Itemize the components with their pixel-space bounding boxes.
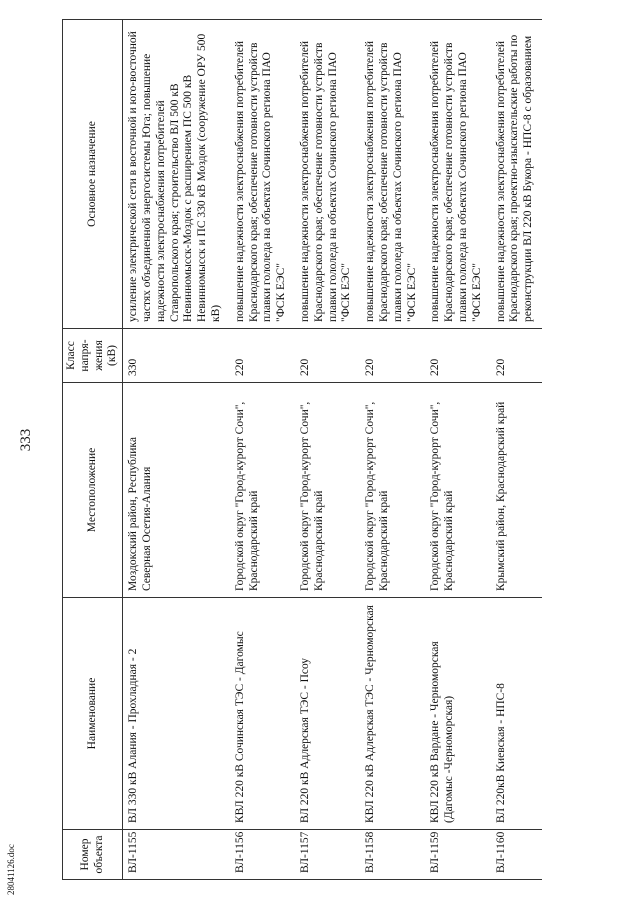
object-voltage: 220: [295, 329, 360, 383]
page-number: 333: [18, 428, 34, 452]
header-name: Наименование: [63, 598, 123, 830]
table-row: [295, 20, 360, 880]
table-header-row: [63, 20, 123, 880]
object-purpose: усиление электрической сети в восточной и юго-восточной частях объединенной энергосистемы Юга; повышение надежности электроснабжения потребителей Ставропольского края; строительство ВЛ 500 кВ Невинномысск-Моздок с расширением ПС 500 кВ Невинномысск и ПС 330 кВ Моздок (сооружение ОРУ 500 кВ): [123, 20, 230, 329]
object-voltage: 220: [491, 329, 542, 383]
object-purpose: повышение надежности электроснабжения потребителей Краснодарского края; обеспечение готовности устройств плавки гололеда на объектах Сочинского региона ПАО "ФСК ЕЭС": [295, 20, 360, 329]
object-name: ВЛ 220кВ Киевская - НПС-8: [491, 598, 542, 830]
object-purpose: повышение надежности электроснабжения потребителей Краснодарского края; обеспечение готовности устройств плавки гололеда на объектах Сочинского региона ПАО "ФСК ЕЭС": [425, 20, 490, 329]
table-row: [230, 20, 295, 880]
object-name: КВЛ 220 кВ Сочинская ТЭС - Дагомыс: [230, 598, 295, 830]
header-location: Местоположение: [63, 383, 123, 598]
table-row: [491, 20, 542, 880]
header-voltage: Класс напря-жения (кВ): [63, 329, 123, 383]
object-id: ВЛ-1158: [360, 830, 425, 880]
object-purpose: повышение надежности электроснабжения потребителей Краснодарского края; обеспечение готовности устройств плавки гололеда на объектах Сочинского региона ПАО "ФСК ЕЭС": [360, 20, 425, 329]
object-name: КВЛ 220 кВ Адлерская ТЭС - Черноморская: [360, 598, 425, 830]
object-location: Моздокский район, Республика Северная Осетия-Алания: [123, 383, 230, 598]
object-voltage: 220: [230, 329, 295, 383]
object-location: Городской округ "Город-курорт Сочи", Краснодарский край: [295, 383, 360, 598]
object-location: Городской округ "Город-курорт Сочи", Краснодарский край: [360, 383, 425, 598]
object-name: ВЛ 330 кВ Алания - Прохладная - 2: [123, 598, 230, 830]
object-name: ВЛ 220 кВ Адлерская ТЭС - Псоу: [295, 598, 360, 830]
object-voltage: 220: [425, 329, 490, 383]
object-purpose: повышение надежности электроснабжения потребителей Краснодарского края; обеспечение готовности устройств плавки гололеда на объектах Сочинского региона ПАО "ФСК ЕЭС": [230, 20, 295, 329]
header-purpose: Основное назначение: [63, 20, 123, 329]
object-voltage: 220: [360, 329, 425, 383]
objects-table: [62, 19, 542, 880]
object-id: ВЛ-1157: [295, 830, 360, 880]
table-row: [360, 20, 425, 880]
object-location: Городской округ "Город-курорт Сочи", Краснодарский край: [425, 383, 490, 598]
table-row: [123, 20, 230, 880]
object-location: Крымский район, Краснодарский край: [491, 383, 542, 598]
object-id: ВЛ-1155: [123, 830, 230, 880]
object-id: ВЛ-1159: [425, 830, 490, 880]
object-id: ВЛ-1156: [230, 830, 295, 880]
object-voltage: 330: [123, 329, 230, 383]
header-object-number: Номер объекта: [63, 830, 123, 880]
object-id: ВЛ-1160: [491, 830, 542, 880]
object-purpose: повышение надежности электроснабжения потребителей Краснодарского края; проектно-изыскательские работы по реконструкции ВЛ 220 кВ Букора - НПС-8 с образованием: [491, 20, 542, 329]
object-location: Городской округ "Город-курорт Сочи", Краснодарский край: [230, 383, 295, 598]
object-name: КВЛ 220 кВ Вардане - Черноморская (Дагомыс -Черноморская): [425, 598, 490, 830]
table-row: [425, 20, 490, 880]
footer-code: 28041126.doc: [6, 844, 16, 895]
